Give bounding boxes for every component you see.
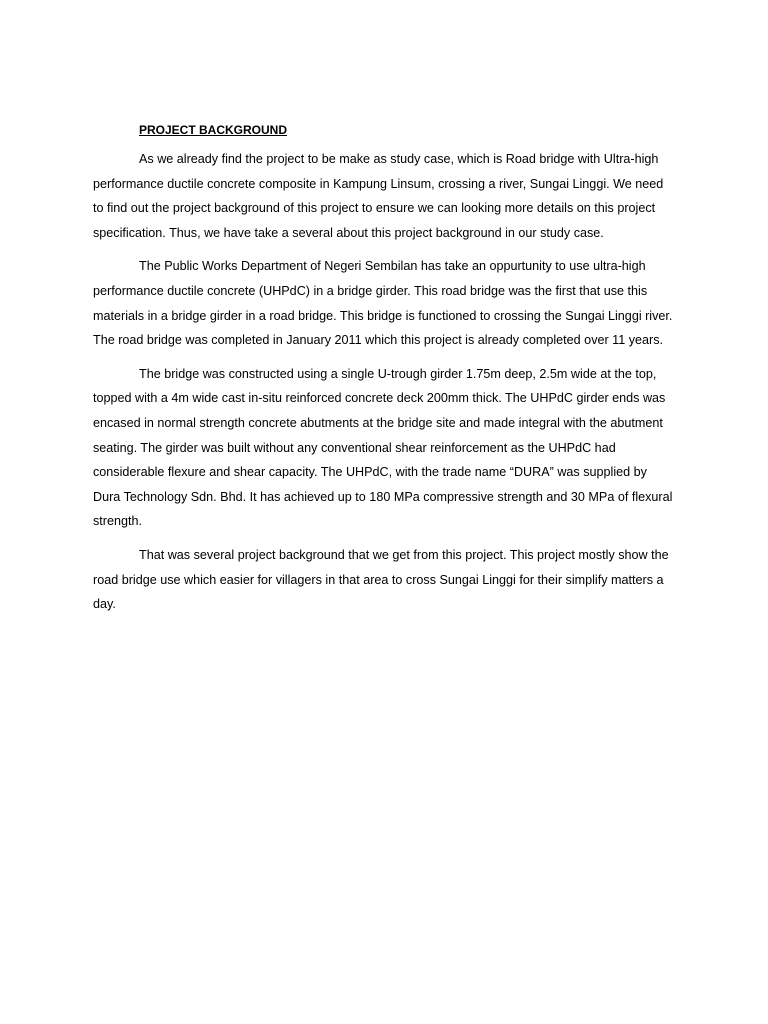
paragraph-study-case: As we already find the project to be make as study case, which is Road bridge with Ultra-high performance ductile concrete composite in Kampung Linsum, crossing a river, Sungai Linggi. We need to find out the project background of this project to ensure we can looking more details on this project specification. Thus, we have take a several about this project background in our study case. bbox=[93, 152, 664, 240]
paragraph-construction: The bridge was constructed using a single U-trough girder 1.75m deep, 2.5m wide at the top, topped with a 4m wide cast in-situ reinforced concrete deck 200mm thick. The UHPdC girder ends was encased in normal strength concrete abutments at the bridge site and made integral with the abutment seating. The girder was built without any conventional shear reinforcement as the UHPdC had considerable flexure and shear capacity. The UHPdC, with the trade name “DURA” was supplied by Dura Technology Sdn. Bhd. It has achieved up to 180 MPa compressive strength and 30 MPa of flexural strength. bbox=[93, 366, 673, 529]
paragraph-public-works: The Public Works Department of Negeri Sembilan has take an oppurtunity to use ultra-high performance ductile concrete (UHPdC) in a bridge girder. This road bridge was the first that use this materials in a bridge girder in a road bridge. This bridge is functioned to crossing the Sungai Linggi river. The road bridge was completed in January 2011 which this project is already completed over 11 years. bbox=[93, 259, 673, 348]
paragraph-conclusion: That was several project background that we get from this project. This project mostly show the road bridge use which easier for villagers in that area to cross Sungai Linggi for their simplify matters a day. bbox=[93, 547, 669, 612]
document-body bbox=[93, 121, 677, 626]
section-heading: PROJECT BACKGROUND bbox=[139, 123, 288, 137]
